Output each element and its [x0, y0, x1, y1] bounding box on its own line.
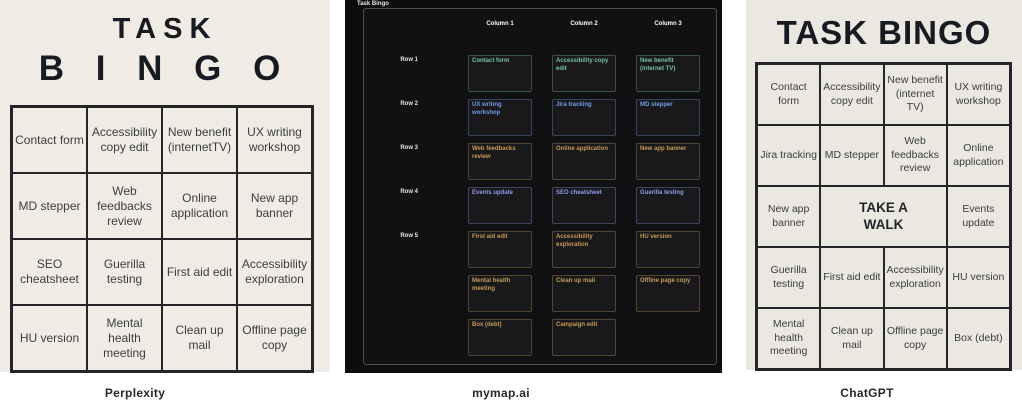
bingo-cell: Web feedbacks review	[884, 125, 947, 186]
row-label: Row 4	[400, 189, 418, 195]
card-title-task: TASK	[112, 13, 218, 45]
task-cell[interactable]: Guerilla testing	[636, 187, 700, 224]
task-cell[interactable]: Mental health meeting	[468, 275, 532, 312]
caption-perplexity: Perplexity	[104, 386, 166, 400]
bingo-cell: Events update	[947, 186, 1010, 247]
mymap-grid	[468, 55, 700, 356]
task-cell[interactable]: MD stepper	[636, 99, 700, 136]
perplexity-bingo-card	[0, 0, 330, 372]
bingo-cell: Clean up mail	[162, 305, 237, 371]
bingo-cell: New app banner	[757, 186, 820, 247]
app-title: Task Bingo	[357, 1, 389, 7]
caption-chatgpt: ChatGPT	[840, 386, 894, 400]
bingo-cell: Online application	[162, 173, 237, 239]
row-label: Row 2	[400, 101, 418, 107]
bingo-cell: New benefit (internet TV)	[884, 64, 947, 125]
bingo-cell: Offline page copy	[884, 308, 947, 369]
bingo-cell: Mental health meeting	[757, 308, 820, 369]
bingo-cell: First aid edit	[162, 239, 237, 305]
column-header: Column 2	[570, 21, 598, 27]
task-cell[interactable]: SEO cheatsheet	[552, 187, 616, 224]
perplexity-grid	[10, 105, 314, 373]
bingo-cell: Web feedbacks review	[87, 173, 162, 239]
bingo-cell: HU version	[947, 247, 1010, 308]
task-cell[interactable]: Accessibility exploration	[552, 231, 616, 268]
bingo-cell: Jira tracking	[757, 125, 820, 186]
task-cell[interactable]: Box (debt)	[468, 319, 532, 356]
row-label: Row 3	[400, 145, 418, 151]
mymap-app-window	[345, 0, 722, 373]
bingo-cell: SEO cheatsheet	[12, 239, 87, 305]
task-cell[interactable]: HU version	[636, 231, 700, 268]
bingo-cell: UX writing workshop	[947, 64, 1010, 125]
bingo-cell: New benefit (internetTV)	[162, 107, 237, 173]
row-label: Row 1	[400, 57, 418, 63]
bingo-cell: TAKE A WALK	[820, 186, 947, 247]
bingo-cell: First aid edit	[820, 247, 883, 308]
bingo-cell: New app banner	[237, 173, 312, 239]
bingo-cell: Clean up mail	[820, 308, 883, 369]
bingo-cell: Accessibility exploration	[884, 247, 947, 308]
bingo-cell: Box (debt)	[947, 308, 1010, 369]
column-headers	[468, 21, 700, 27]
bingo-cell: Offline page copy	[237, 305, 312, 371]
bingo-cell: Guerilla testing	[87, 239, 162, 305]
task-cell[interactable]: Web feedbacks review	[468, 143, 532, 180]
bingo-cell: Accessibility copy edit	[820, 64, 883, 125]
column-header: Column 3	[654, 21, 682, 27]
bingo-cell: Contact form	[12, 107, 87, 173]
bingo-cell: UX writing workshop	[237, 107, 312, 173]
chatgpt-bingo-card	[746, 0, 1022, 370]
bingo-cell: MD stepper	[12, 173, 87, 239]
column-header: Column 1	[486, 21, 514, 27]
chatgpt-grid	[755, 62, 1012, 371]
task-cell[interactable]: New benefit (internet TV)	[636, 55, 700, 92]
caption-mymap: mymap.ai	[472, 386, 530, 400]
task-cell[interactable]: Online application	[552, 143, 616, 180]
bingo-cell: Accessibility copy edit	[87, 107, 162, 173]
task-cell[interactable]: Clean up mail	[552, 275, 616, 312]
task-cell[interactable]: Offline page copy	[636, 275, 700, 312]
row-label: Row 5	[400, 233, 418, 239]
task-cell[interactable]: Accessibility copy edit	[552, 55, 616, 92]
bingo-cell: Mental health meeting	[87, 305, 162, 371]
bingo-cell: HU version	[12, 305, 87, 371]
bingo-cell: Accessibility exploration	[237, 239, 312, 305]
bingo-cell: Contact form	[757, 64, 820, 125]
task-cell[interactable]: UX writing workshop	[468, 99, 532, 136]
task-cell[interactable]: Jira tracking	[552, 99, 616, 136]
task-cell[interactable]: Events update	[468, 187, 532, 224]
card-title-bingo: B I N G O	[38, 49, 292, 88]
bingo-cell: Online application	[947, 125, 1010, 186]
task-cell[interactable]: New app banner	[636, 143, 700, 180]
card-title: TASK BINGO	[776, 14, 992, 51]
bingo-cell: MD stepper	[820, 125, 883, 186]
task-cell[interactable]: Campaign edit	[552, 319, 616, 356]
task-cell[interactable]: First aid edit	[468, 231, 532, 268]
bingo-cell: Guerilla testing	[757, 247, 820, 308]
task-cell[interactable]: Contact form	[468, 55, 532, 92]
